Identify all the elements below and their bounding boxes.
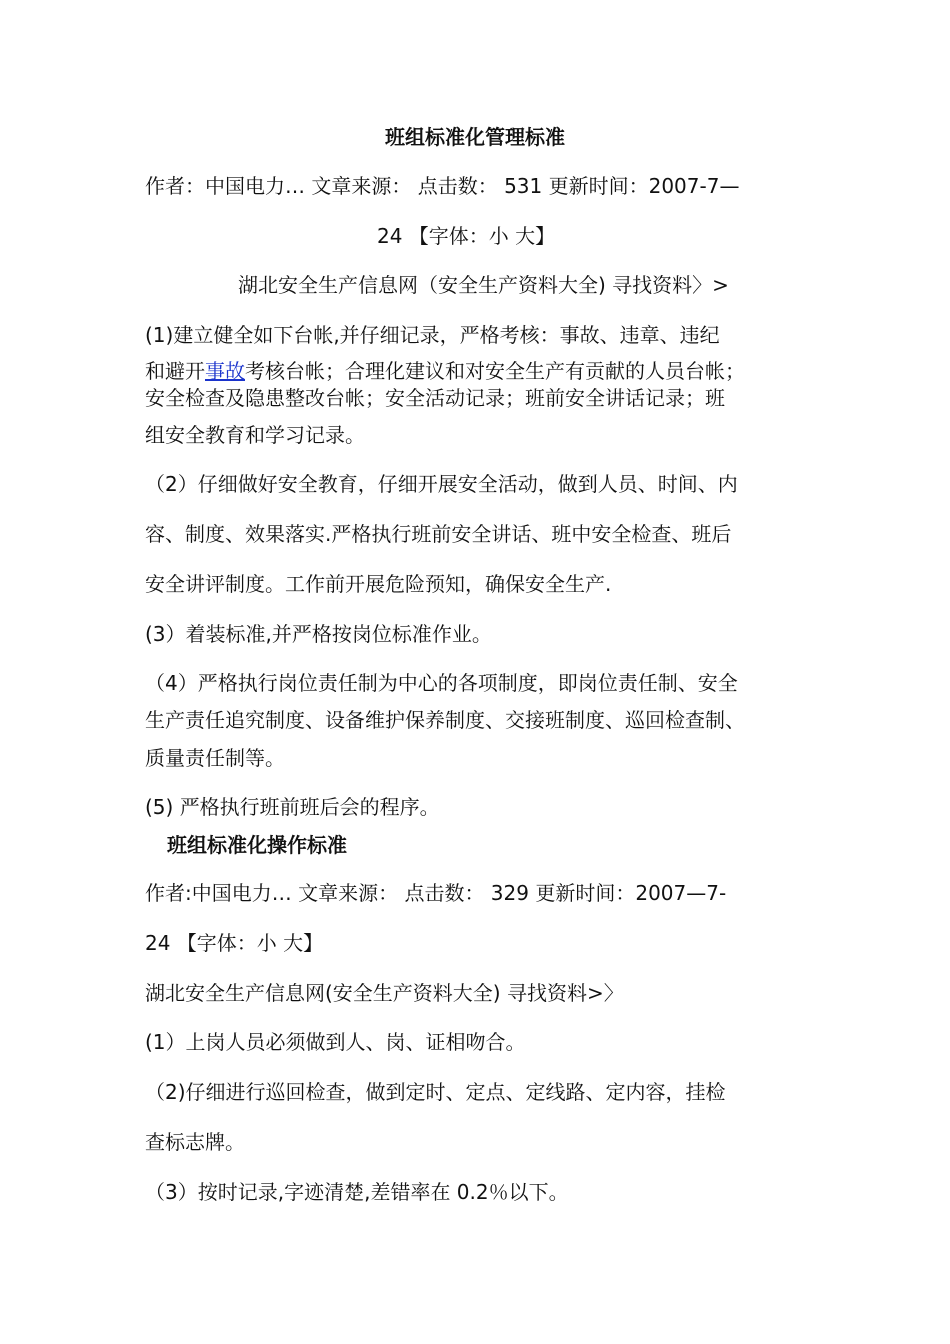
section1-item5: (5) 严格执行班前班后会的程序。 [145, 795, 440, 819]
section2-meta-line2: 24 【字体：小 大】 [145, 931, 324, 955]
section2-item3: （3）按时记录,字迹清楚,差错率在 0.2％以下。 [145, 1180, 569, 1204]
section2-title: 班组标准化操作标准 [167, 833, 347, 857]
section2-item2-line2: 查标志牌。 [145, 1130, 245, 1154]
section1-title: 班组标准化管理标准 [385, 125, 565, 149]
section1-item1-line1: (1)建立健全如下台帐,并仔细记录，严格考核：事故、违章、违纪 [145, 323, 720, 347]
section1-item2-line1: （2）仔细做好安全教育，仔细开展安全活动，做到人员、时间、内 [145, 472, 738, 496]
section1-item2-line2: 容、制度、效果落实.严格执行班前安全讲话、班中安全检查、班后 [145, 522, 732, 546]
section1-item4-line2: 生产责任追究制度、设备维护保养制度、交接班制度、巡回检查制、 [145, 708, 745, 732]
section1-item2-line3: 安全讲评制度。工作前开展危险预知，确保安全生产. [145, 572, 612, 596]
section1-item4-line3: 质量责任制等。 [145, 746, 285, 770]
section2-item1: (1）上岗人员必须做到人、岗、证相吻合。 [145, 1030, 526, 1054]
section1-item1-line2-after: 考核台帐；合理化建议和对安全生产有贡献的人员台帐； [245, 359, 745, 383]
section1-item1-line3: 安全检查及隐患整改台帐；安全活动记录；班前安全讲话记录；班 [145, 386, 725, 410]
section1-meta-line1: 作者：中国电力… 文章来源： 点击数： 531 更新时间：2007-7— [145, 174, 740, 198]
section2-item2-line1: （2)仔细进行巡回检查，做到定时、定点、定线路、定内容，挂检 [145, 1080, 726, 1104]
section1-item1-line2-before: 和避开 [145, 359, 205, 383]
section1-source-line: 湖北安全生产信息网（安全生产资料大全) 寻找资料〉> [238, 273, 729, 297]
section1-item1-line2 [145, 357, 745, 385]
section1-item4-line1: （4）严格执行岗位责任制为中心的各项制度，即岗位责任制、安全 [145, 671, 738, 695]
section1-item1-line4: 组安全教育和学习记录。 [145, 423, 365, 447]
section1-meta-line2: 24 【字体：小 大】 [377, 224, 556, 248]
section1-item3: (3）着装标准,并严格按岗位标准作业。 [145, 622, 492, 646]
section2-source-line: 湖北安全生产信息网(安全生产资料大全) 寻找资料>〉 [145, 981, 624, 1005]
section2-meta-line1: 作者:中国电力… 文章来源： 点击数： 329 更新时间：2007—7- [145, 881, 727, 905]
accident-link[interactable]: 事故 [205, 359, 245, 383]
